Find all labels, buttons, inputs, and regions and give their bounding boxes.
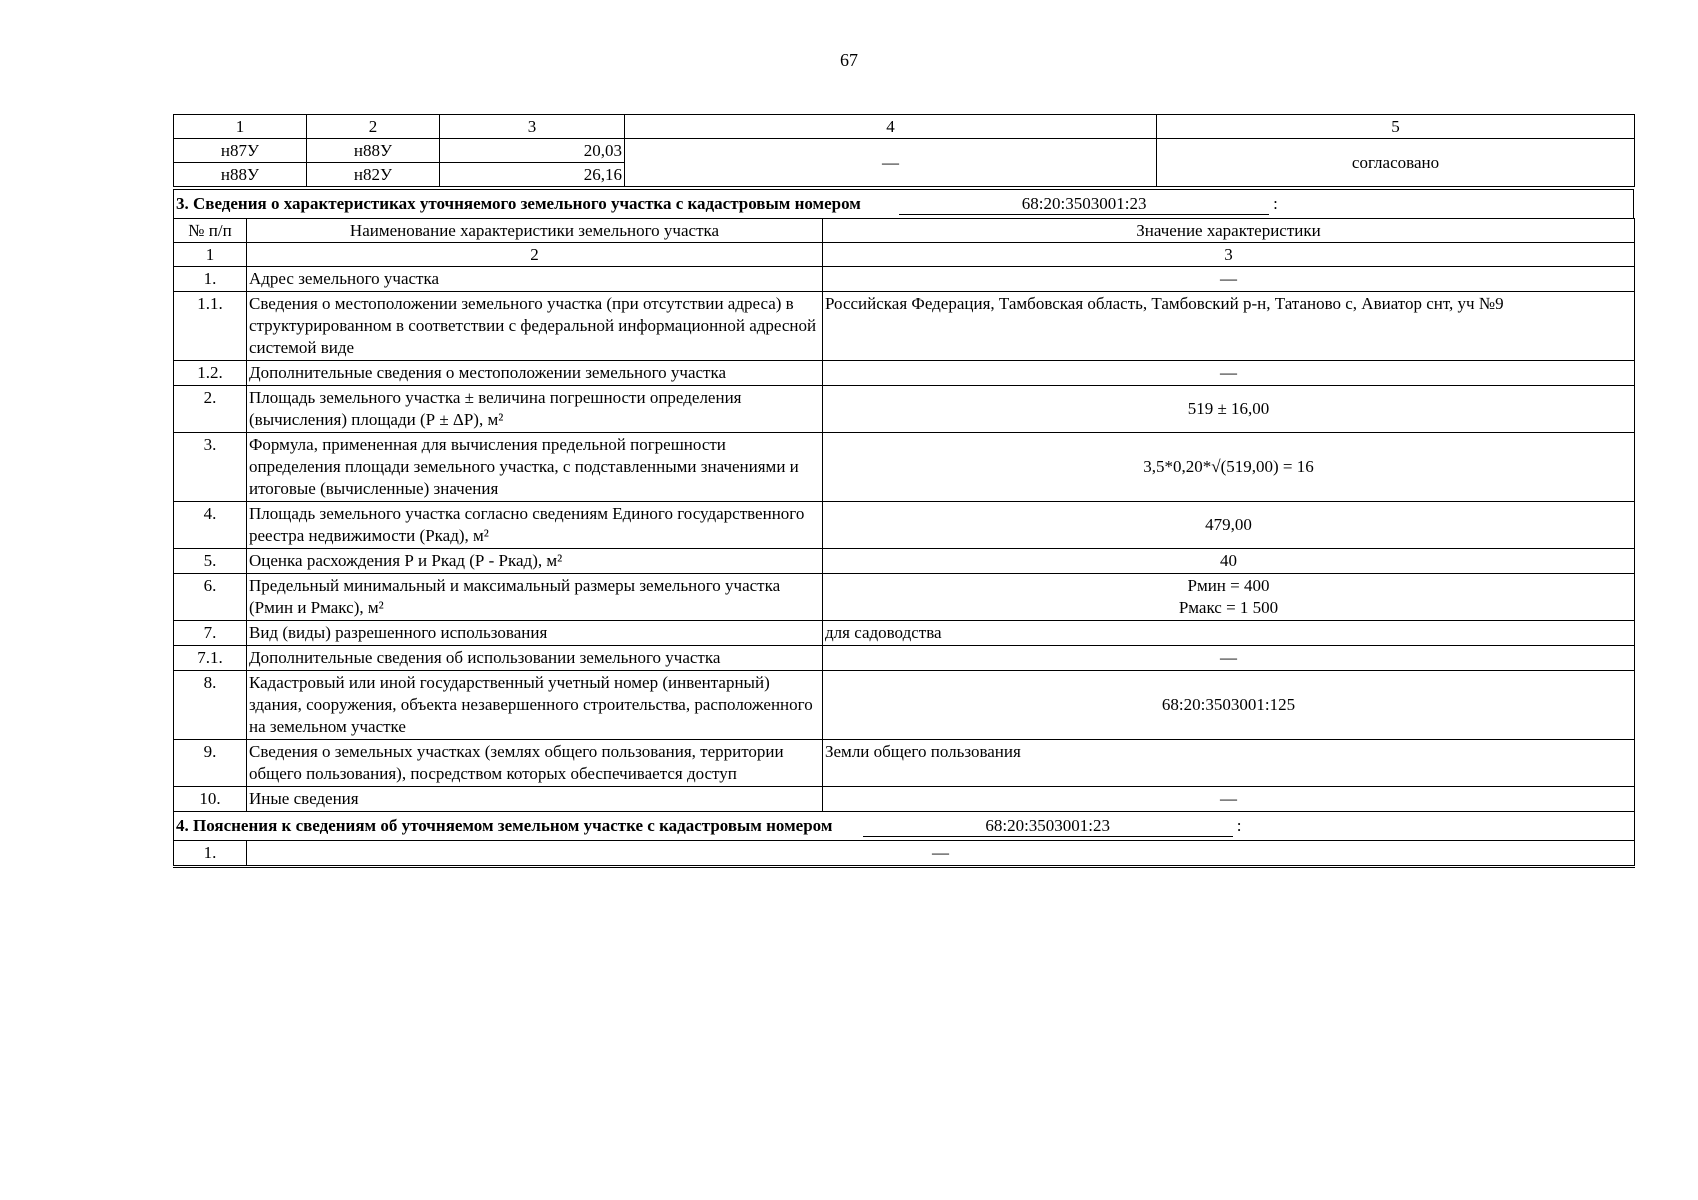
table-row: [174, 671, 1635, 740]
column-index: 2: [247, 243, 823, 267]
characteristic-value: 519 ± 16,00: [823, 386, 1635, 433]
page-number: 67: [840, 50, 858, 70]
table-row: [174, 646, 1635, 671]
table-row: [174, 549, 1635, 574]
column-header: 3: [440, 115, 625, 139]
characteristic-value: для садоводства: [823, 621, 1635, 646]
row-number: 5.: [174, 549, 247, 574]
characteristic-value: —: [823, 361, 1635, 386]
row-number: 1.: [174, 841, 247, 867]
row-number: 1.: [174, 267, 247, 292]
segment-length: 20,03: [440, 139, 625, 163]
boundary-segments-table: [173, 114, 1635, 187]
max-size-value: Рмакс = 1 500: [1178, 598, 1279, 617]
min-size-value: Рмин = 400: [1187, 576, 1270, 595]
approval-status: согласовано: [1157, 139, 1635, 187]
column-header: 5: [1157, 115, 1635, 139]
row-number: 2.: [174, 386, 247, 433]
table-header-row: [174, 219, 1635, 243]
column-header: 1: [174, 115, 307, 139]
section4-cadastral-number: 68:20:3503001:23: [863, 816, 1233, 837]
characteristic-value: 68:20:3503001:125: [823, 671, 1635, 740]
characteristic-value: —: [823, 267, 1635, 292]
characteristic-name: Оценка расхождения Р и Ркад (Р - Ркад), м²: [247, 549, 823, 574]
row-number: 9.: [174, 740, 247, 787]
table-row: [174, 139, 1635, 163]
characteristic-name: Площадь земельного участка ± величина погрешности определения (вычисления) площади (Р ± ΔР), м²: [247, 386, 823, 433]
section4-colon: :: [1236, 816, 1242, 835]
table-row: [174, 621, 1635, 646]
row-number: 7.: [174, 621, 247, 646]
row-number: 10.: [174, 787, 247, 812]
point-from: н88У: [174, 163, 307, 187]
characteristic-value: Российская Федерация, Тамбовская область, Тамбовский р-н, Татаново с, Авиатор снт, уч №9: [823, 292, 1635, 361]
table-header-row: [174, 115, 1635, 139]
characteristic-name: Дополнительные сведения о местоположении земельного участка: [247, 361, 823, 386]
row-number: 7.1.: [174, 646, 247, 671]
section3-cadastral-number: 68:20:3503001:23: [899, 194, 1269, 215]
table-row: [174, 433, 1635, 502]
characteristic-name: Вид (виды) разрешенного использования: [247, 621, 823, 646]
characteristic-name: Сведения о местоположении земельного участка (при отсутствии адреса) в структурированном в соответствии с федеральной информационной адресной системой виде: [247, 292, 823, 361]
section3-colon: :: [1273, 194, 1278, 213]
characteristic-name: Предельный минимальный и максимальный размеры земельного участка (Рмин и Рмакс), м²: [247, 574, 823, 621]
col4-value: —: [625, 139, 1157, 187]
characteristic-value: 3,5*0,20*√(519,00) = 16: [823, 433, 1635, 502]
table-row: [174, 841, 1635, 867]
column-index: 1: [174, 243, 247, 267]
row-number: 4.: [174, 502, 247, 549]
point-to: н82У: [307, 163, 440, 187]
row-number: 3.: [174, 433, 247, 502]
characteristics-table: [173, 218, 1635, 868]
section4-title: [174, 812, 1635, 841]
characteristic-value: —: [823, 646, 1635, 671]
table-row: [174, 740, 1635, 787]
row-number: 1.1.: [174, 292, 247, 361]
column-header: 2: [307, 115, 440, 139]
section3-title: [174, 190, 1634, 219]
characteristic-name: Дополнительные сведения об использовании земельного участка: [247, 646, 823, 671]
table-row: [174, 502, 1635, 549]
column-header-value: Значение характеристики: [823, 219, 1635, 243]
segment-length: 26,16: [440, 163, 625, 187]
table-row: [174, 361, 1635, 386]
section3-title-table: [173, 189, 1634, 219]
explanation-value: —: [247, 841, 1635, 867]
table-row: [174, 574, 1635, 621]
characteristic-value: 479,00: [823, 502, 1635, 549]
column-header-number: № п/п: [174, 219, 247, 243]
characteristic-name: Адрес земельного участка: [247, 267, 823, 292]
row-number: 6.: [174, 574, 247, 621]
characteristic-name: Сведения о земельных участках (землях общего пользования, территории общего пользования), посредством которых обеспечивается доступ: [247, 740, 823, 787]
characteristic-name: Площадь земельного участка согласно сведениям Единого государственного реестра недвижимости (Ркад), м²: [247, 502, 823, 549]
characteristic-value: Земли общего пользования: [823, 740, 1635, 787]
table-row: [174, 292, 1635, 361]
section4-title-row: [174, 812, 1635, 841]
characteristic-value: 40: [823, 549, 1635, 574]
table-row: [174, 267, 1635, 292]
column-header-name: Наименование характеристики земельного участка: [247, 219, 823, 243]
section4-title-text: 4. Пояснения к сведениям об уточняемом земельном участке с кадастровым номером: [176, 816, 833, 835]
table-row: [174, 386, 1635, 433]
row-number: 1.2.: [174, 361, 247, 386]
characteristic-name: Кадастровый или иной государственный учетный номер (инвентарный) здания, сооружения, объекта незавершенного строительства, расположенного на земельном участке: [247, 671, 823, 740]
column-header: 4: [625, 115, 1157, 139]
characteristic-name: Формула, примененная для вычисления предельной погрешности определения площади земельного участка, с подставленными значениями и итоговые (вычисленные) значения: [247, 433, 823, 502]
characteristic-name: Иные сведения: [247, 787, 823, 812]
characteristic-value: —: [823, 787, 1635, 812]
point-from: н87У: [174, 139, 307, 163]
table-subheader-row: [174, 243, 1635, 267]
column-index: 3: [823, 243, 1635, 267]
point-to: н88У: [307, 139, 440, 163]
row-number: 8.: [174, 671, 247, 740]
section3-title-text: 3. Сведения о характеристиках уточняемого земельного участка с кадастровым номером: [176, 194, 861, 213]
table-row: [174, 787, 1635, 812]
characteristic-value: [823, 574, 1635, 621]
